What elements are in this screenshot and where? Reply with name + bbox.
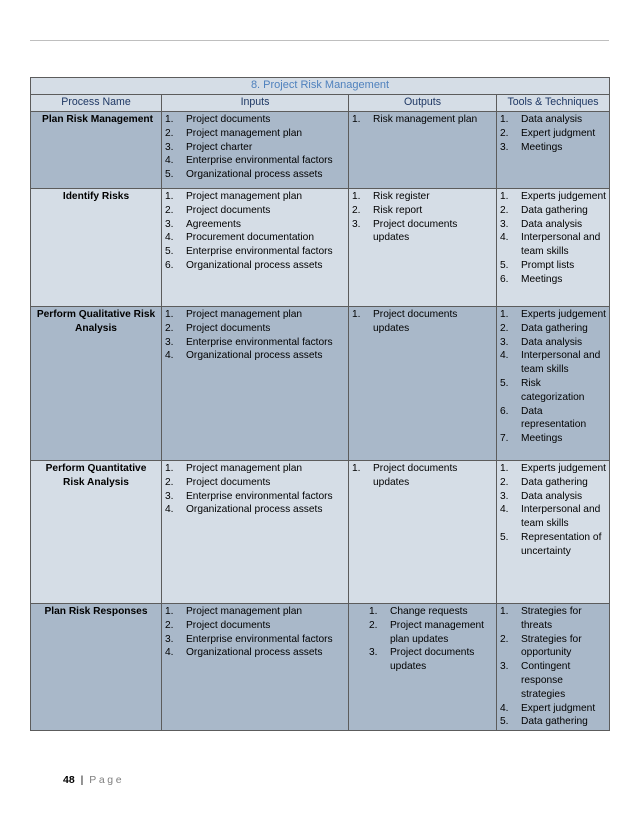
list-item: 1. Project documents — [165, 114, 271, 125]
list-item: 2. Project documents — [165, 204, 271, 216]
outputs-cell — [349, 461, 497, 604]
header-process-name: Process Name — [31, 95, 162, 112]
list-item: 1. Experts judgement — [500, 191, 606, 202]
list-item: 1. Risk register — [352, 191, 430, 202]
list-item: 6. Organizational process assets — [165, 259, 323, 271]
list-item: 1. Data analysis — [500, 114, 583, 125]
header-inputs: Inputs — [162, 95, 349, 112]
inputs-cell — [162, 112, 349, 189]
tools-cell — [497, 604, 610, 731]
inputs-cell — [162, 307, 349, 461]
list-item: 2. Project documents — [165, 619, 271, 631]
table-row — [31, 461, 610, 604]
list-item: 3. Project documents updates — [352, 218, 458, 244]
tools-cell — [497, 461, 610, 604]
list-item: 4. Organizational process assets — [165, 504, 323, 516]
inputs-cell — [162, 189, 349, 307]
header-rule — [30, 40, 609, 41]
list-item: 3. Project charter — [165, 141, 253, 153]
list-item: 1. Project management plan — [165, 606, 303, 617]
list-item: 4. Organizational process assets — [165, 647, 323, 659]
tools-cell — [497, 189, 610, 307]
list-item: 5. Data gathering — [500, 716, 588, 728]
list-item: 3. Data analysis — [500, 490, 583, 502]
page-footer — [63, 774, 124, 786]
footer-separator: | — [80, 774, 84, 786]
list-item: 1. Project management plan — [165, 463, 303, 474]
tools-cell — [497, 307, 610, 461]
list-item: 4. Interpersonal and team skills — [500, 232, 601, 258]
list-item: 4. Enterprise environmental factors — [165, 155, 333, 167]
header-outputs: Outputs — [349, 95, 497, 112]
list-item: 7. Meetings — [500, 433, 563, 445]
list-item: 5. Organizational process assets — [165, 169, 323, 181]
list-item: 2. Data gathering — [500, 322, 588, 334]
outputs-cell — [349, 112, 497, 189]
list-item: 2. Project management plan — [165, 127, 303, 139]
list-item: 1. Project management plan — [165, 191, 303, 202]
list-item: 3. Enterprise environmental factors — [165, 633, 333, 645]
table-row — [31, 604, 610, 731]
process-name: Perform Qualitative Risk Analysis — [31, 307, 162, 461]
list-item: 4. Procurement documentation — [165, 232, 314, 244]
list-item: 2. Strategies for opportunity — [500, 633, 582, 659]
table-row — [31, 189, 610, 307]
list-item: 3. Project documents updates — [369, 647, 475, 673]
list-item: 1. Experts judgement — [500, 463, 606, 474]
list-item: 3. Data analysis — [500, 218, 583, 230]
risk-management-table — [30, 77, 610, 731]
list-item: 4. Expert judgment — [500, 702, 596, 714]
process-name: Perform Quantitative Risk Analysis — [31, 461, 162, 604]
list-item: 6. Meetings — [500, 273, 563, 285]
list-item: 1. Project documents updates — [352, 309, 458, 334]
list-item: 2. Project management plan updates — [369, 619, 485, 645]
page-word: Page — [89, 774, 125, 786]
list-item: 3. Meetings — [500, 141, 563, 153]
list-item: 1. Change requests — [369, 606, 468, 617]
table-title: 8. Project Risk Management — [31, 78, 610, 95]
list-item: 5. Risk categorization — [500, 377, 585, 403]
list-item: 5. Enterprise environmental factors — [165, 246, 333, 258]
list-item: 4. Organizational process assets — [165, 350, 323, 362]
list-item: 2. Data gathering — [500, 476, 588, 488]
list-item: 1. Risk management plan — [352, 114, 478, 125]
list-item: 5. Prompt lists — [500, 259, 575, 271]
list-item: 1. Project documents updates — [352, 463, 458, 488]
process-name: Plan Risk Management — [31, 112, 162, 189]
header-tools-techniques: Tools & Techniques — [497, 95, 610, 112]
outputs-cell — [349, 189, 497, 307]
list-item: 3. Agreements — [165, 218, 241, 230]
outputs-cell — [349, 307, 497, 461]
process-name: Plan Risk Responses — [31, 604, 162, 731]
list-item: 2. Expert judgment — [500, 127, 596, 139]
list-item: 3. Enterprise environmental factors — [165, 336, 333, 348]
list-item: 5. Representation of uncertainty — [500, 531, 602, 557]
list-item: 1. Experts judgement — [500, 309, 606, 320]
outputs-cell — [349, 604, 497, 731]
list-item: 3. Enterprise environmental factors — [165, 490, 333, 502]
list-item: 3. Data analysis — [500, 336, 583, 348]
list-item: 2. Project documents — [165, 476, 271, 488]
list-item: 3. Contingent response strategies — [500, 661, 571, 700]
list-item: 6. Data representation — [500, 405, 587, 431]
tools-cell — [497, 112, 610, 189]
list-item: 1. Project management plan — [165, 309, 303, 320]
list-item: 2. Data gathering — [500, 204, 588, 216]
list-item: 2. Project documents — [165, 322, 271, 334]
list-item: 4. Interpersonal and team skills — [500, 504, 601, 530]
table-row — [31, 307, 610, 461]
inputs-cell — [162, 604, 349, 731]
table-row — [31, 112, 610, 189]
process-name: Identify Risks — [31, 189, 162, 307]
list-item: 2. Risk report — [352, 204, 423, 216]
page-number: 48 — [63, 774, 75, 786]
list-item: 4. Interpersonal and team skills — [500, 350, 601, 376]
list-item: 1. Strategies for threats — [500, 606, 582, 631]
inputs-cell — [162, 461, 349, 604]
